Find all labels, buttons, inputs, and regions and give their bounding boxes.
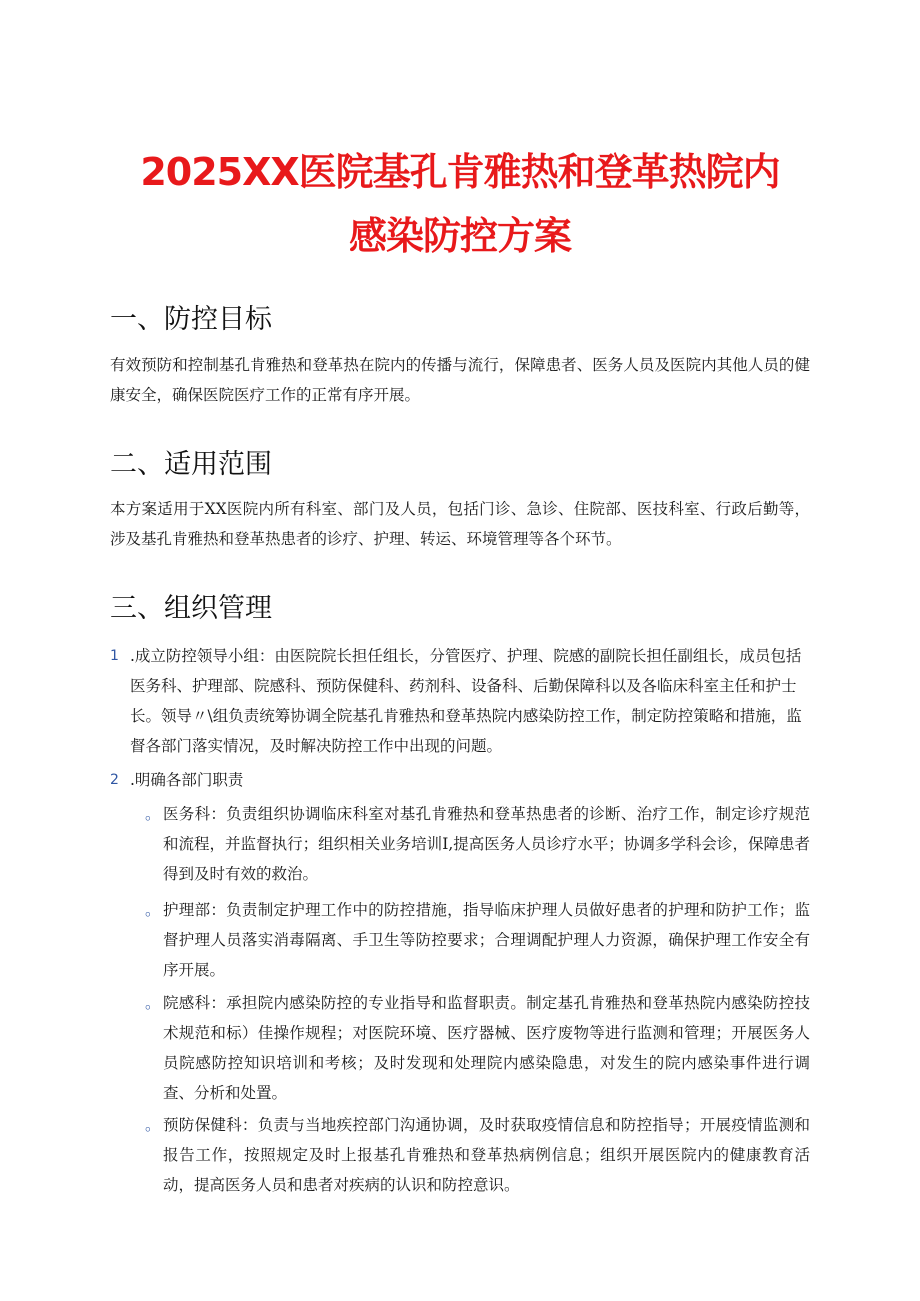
bullet-infection-control	[145, 988, 810, 1108]
title-line-1: 2025XX医院基孔肯雅热和登革热院内	[140, 150, 780, 194]
list-number: 2	[110, 772, 119, 788]
section-text-goals: 有效预防和控制基孔肯雅热和登革热在院内的传播与流行，保障患者、医务人员及医院内其他人员的健康安全，确保医院医疗工作的正常有序开展。	[110, 356, 810, 404]
section-heading-goals: 一、防控目标	[110, 304, 272, 335]
bullet-text: 院感科：承担院内感染防控的专业指导和监督职责。制定基孔肯雅热和登革热院内感染防控技术规范和标）佳操作规程；对医院环境、医疗器械、医疗废物等进行监测和管理；开展医务人员院感防控知识培训和考核；及时发现和处理院内感染隐患，对发生的院内感染事件进行调查、分析和处置。	[163, 994, 810, 1102]
bullet-text: 医务科：负责组织协调临床科室对基孔肯雅热和登革热患者的诊断、治疗工作，制定诊疗规范和流程，并监督执行；组织相关业务培训I,提高医务人员诊疗水平；协调多学科会诊，保障患者得到及时有效的救治。	[163, 805, 810, 883]
list-item-text: .成立防控领导小组：由医院院长担任组长，分管医疗、护理、院感的副院长担任副组长，成员包括医务科、护理部、院感科、预防保健科、药剂科、设备科、后勤保障科以及各临床科室主任和护士长。领导〃\组负责统筹协调全院基孔肯雅热和登革热院内感染防控工作，制定防控策略和措施，监督各部门落实情况，及时解决防控工作中出现的问题。	[130, 647, 802, 755]
section-text-scope: 本方案适用于XX医院内所有科室、部门及人员，包括门诊、急诊、住院部、医技科室、行政后勤等，涉及基孔肯雅热和登革热患者的诊疗、护理、转运、环境管理等各个环节。	[110, 500, 810, 548]
list-item-leading-group	[110, 641, 810, 761]
bullet-marker: 。	[145, 901, 161, 919]
bullet-nursing	[145, 895, 810, 985]
bullet-text: 预防保健科：负责与当地疾控部门沟通协调，及时获取疫情信息和防控指导；开展疫情监测和报告工作，按照规定及时上报基孔肯雅热和登革热病例信息；组织开展医院内的健康教育活动，提高医务人员和患者对疾病的认识和防控意识。	[163, 1116, 810, 1194]
list-item-text: .明确各部门职责	[130, 771, 244, 789]
section-heading-organization: 三、组织管理	[110, 593, 272, 624]
title-line-2: 感染防控方案	[348, 214, 571, 258]
section-heading-scope: 二、适用范围	[110, 449, 272, 480]
list-item-department-duties	[110, 765, 810, 795]
bullet-marker: 。	[145, 1116, 161, 1134]
document-title	[80, 140, 840, 268]
bullet-medical-affairs	[145, 799, 810, 889]
bullet-preventive-care	[145, 1110, 810, 1200]
bullet-text: 护理部：负责制定护理工作中的防控措施，指导临床护理人员做好患者的护理和防护工作；监督护理人员落实消毒隔离、手卫生等防控要求；合理调配护理人力资源，确保护理工作安全有序开展。	[163, 901, 810, 979]
list-number: 1	[110, 648, 119, 664]
bullet-marker: 。	[145, 805, 161, 823]
bullet-marker: 。	[145, 994, 161, 1012]
